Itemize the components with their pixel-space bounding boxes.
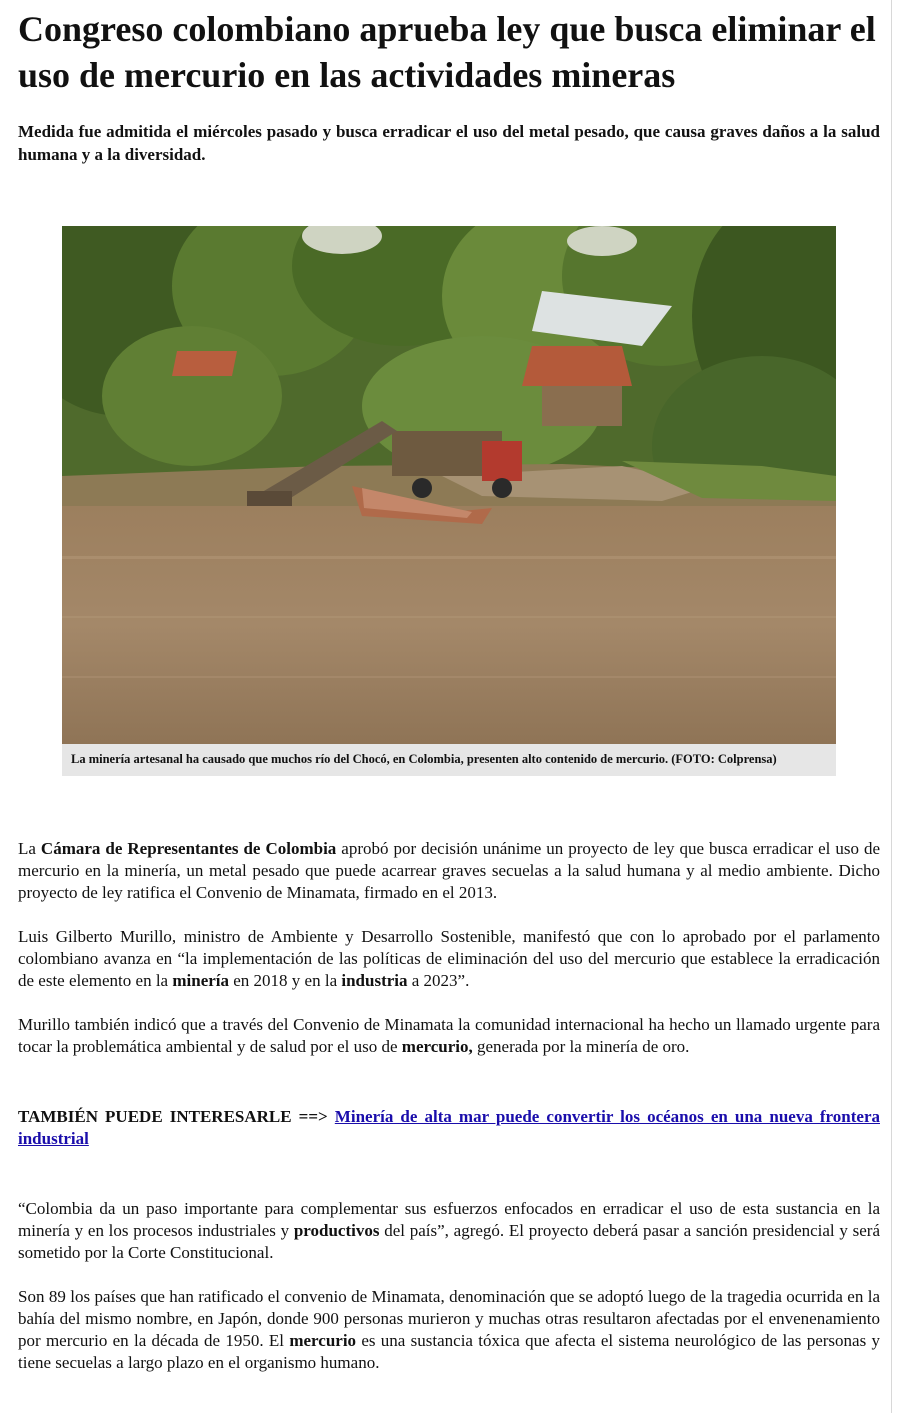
page-edge-divider: [891, 0, 892, 1413]
emphasis-mercurio-2: mercurio: [289, 1331, 357, 1350]
related-article: [18, 1106, 880, 1150]
mining-river-photo: [62, 226, 836, 744]
article-subtitle: Medida fue admitida el miércoles pasado y busca erradicar el uso del metal pesado, que causa graves daños a la salud humana y a la diversidad.: [18, 122, 880, 164]
emphasis-mercurio: mercurio,: [401, 1037, 473, 1056]
emphasis-industria: industria: [341, 971, 408, 990]
emphasis-mineria: minería: [172, 971, 230, 990]
related-article-link[interactable]: Minería de alta mar puede convertir los océanos en una nueva frontera industrial: [18, 1107, 880, 1148]
related-label: TAMBIÉN PUEDE INTERESARLE ==>: [18, 1107, 335, 1126]
paragraph-5: Son 89 los países que han ratificado el convenio de Minamata, denominación que se adoptó luego de la tragedia ocurrida en la bahía del mismo nombre, en Japón, donde 900 personas murieron y muchas otras resultaron afectadas por el envenenamiento por mercurio en la década de 1950. El mercurio es una sustancia tóxica que afecta el sistema neurológico de las personas y tiene secuelas a largo plazo en el organismo humano.: [18, 1287, 880, 1372]
paragraph-4: “Colombia da un paso importante para complementar sus esfuerzos enfocados en erradicar el uso de esta sustancia en la minería y en los procesos industriales y productivos del país”, agregó. El proyecto deberá pasar a sanción presidencial y será sometido por la Corte Constitucional.: [18, 1199, 880, 1262]
article-title: Congreso colombiano aprueba ley que busca eliminar el uso de mercurio en las actividades mineras: [18, 9, 876, 95]
article: [18, 0, 880, 1372]
paragraph-2: Luis Gilberto Murillo, ministro de Ambiente y Desarrollo Sostenible, manifestó que con lo aprobado por el parlamento colombiano avanza en “la implementación de las políticas de eliminación del uso del mercurio que establece la erradicación de este elemento en la minería en 2018 y en la industria a 2023”.: [18, 927, 880, 990]
figure-caption: La minería artesanal ha causado que muchos río del Chocó, en Colombia, presenten alto contenido de mercurio. (FOTO: Colprensa): [62, 744, 836, 776]
article-figure: [62, 226, 836, 776]
emphasis-camara: Cámara de Representantes de Colombia: [40, 839, 337, 858]
paragraph-3: Murillo también indicó que a través del Convenio de Minamata la comunidad internacional ha hecho un llamado urgente para tocar la problemática ambiental y de salud por el uso de mercurio, generada por la minería de oro.: [18, 1015, 880, 1056]
paragraph-1: La Cámara de Representantes de Colombia aprobó por decisión unánime un proyecto de ley que busca erradicar el uso de mercurio en la minería, un metal pesado que puede acarrear graves secuelas a la salud humana y al medio ambiente. Dicho proyecto de ley ratifica el Convenio de Minamata, firmado en el 2013.: [18, 839, 880, 902]
emphasis-productivos: productivos: [293, 1221, 380, 1240]
article-body: [18, 838, 880, 1396]
